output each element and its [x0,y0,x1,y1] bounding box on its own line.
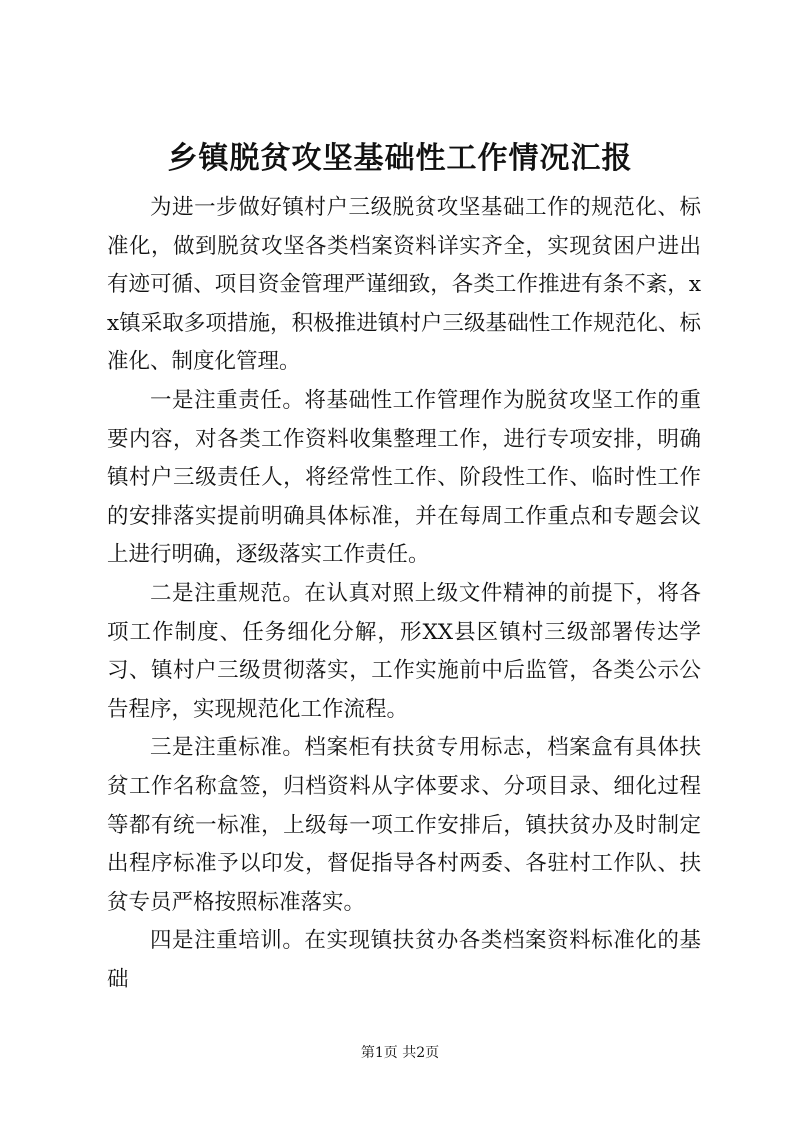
page-number-footer: 第1页 共2页 [360,1045,440,1061]
document-title: 乡镇脱贫攻坚基础性工作情况汇报 [167,141,633,176]
paragraph-intro: 为进一步做好镇村户三级脱贫攻坚基础工作的规范化、标准化，做到脱贫攻坚各类档案资料详实齐全，实现贫困户进出有迹可循、项目资金管理严谨细致，各类工作推进有条不紊，xx镇采取多项措施，积极推进镇村户三级基础性工作规范化、标准化、制度化管理。 [107,195,701,375]
paragraph-standards: 三是注重标准。档案柜有扶贫专用标志，档案盒有具体扶贫工作名称盒签，归档资料从字体要求、分项目录、细化过程等都有统一标准，上级每一项工作安排后，镇扶贫办及时制定出程序标准予以印发，督促指导各村两委、各驻村工作队、扶贫专员严格按照标准落实。 [107,735,701,915]
paragraph-training: 四是注重培训。在实现镇扶贫办各类档案资料标准化的基础 [107,928,701,992]
document-body [107,189,701,999]
paragraph-standardization: 二是注重规范。在认真对照上级文件精神的前提下，将各项工作制度、任务细化分解，形XX县区镇村三级部署传达学习、镇村户三级贯彻落实，工作实施前中后监管，各类公示公告程序，实现规范化工作流程。 [107,580,701,722]
paragraph-responsibility: 一是注重责任。将基础性工作管理作为脱贫攻坚工作的重要内容，对各类工作资料收集整理工作，进行专项安排，明确镇村户三级责任人，将经常性工作、阶段性工作、临时性工作的安排落实提前明确具体标准，并在每周工作重点和专题会议上进行明确，逐级落实工作责任。 [107,387,701,568]
